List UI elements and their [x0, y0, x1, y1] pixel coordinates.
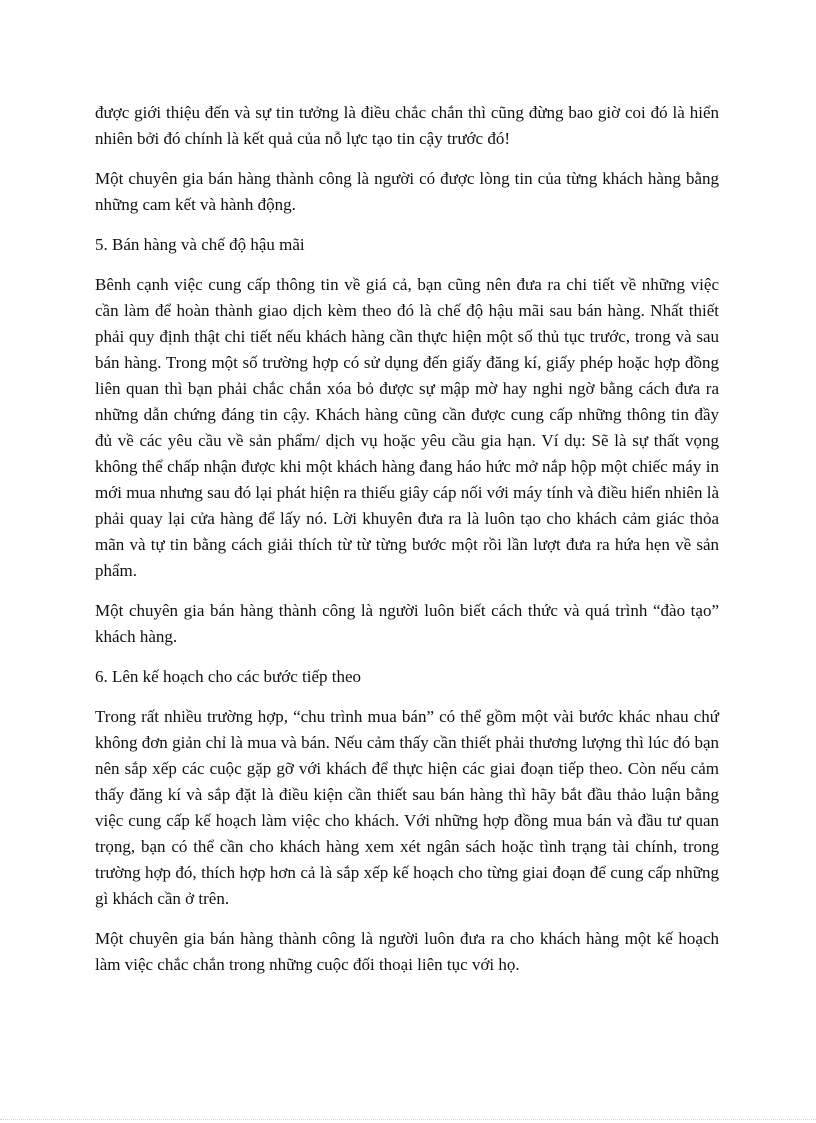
- document-body: [95, 100, 719, 992]
- paragraph-next-steps: Trong rất nhiều trường hợp, “chu trình mua bán” có thể gồm một vài bước khác nhau chứ không đơn giản chỉ là mua và bán. Nếu cảm thấy cần thiết phải thương lượng thì lúc đó bạn nên sắp xếp các cuộc gặp gỡ với khách để thực hiện các giai đoạn tiếp theo. Còn nếu cảm thấy đăng kí và sắp đặt là điều kiện cần thiết sau bán hàng thì hãy bắt đầu thảo luận bằng việc cung cấp kế hoạch làm việc cho khách. Với những hợp đồng mua bán và đầu tư quan trọng, bạn có thể cần cho khách hàng xem xét ngân sách hoặc tình trạng tài chính, trong trường hợp đó, thích hợp hơn cả là sắp xếp kế hoạch cho từng giai đoạn để cung cấp những gì khách cần ở trên.: [95, 707, 719, 908]
- section-heading-6: 6. Lên kế hoạch cho các bước tiếp theo: [95, 667, 362, 686]
- paragraph-trust-summary: Một chuyên gia bán hàng thành công là người có được lòng tin của từng khách hàng bằng những cam kết và hành động.: [95, 169, 719, 214]
- section-heading-5: 5. Bán hàng và chế độ hậu mãi: [95, 235, 305, 254]
- paragraph-intro-continuation: được giới thiệu đến và sự tin tưởng là điều chắc chắn thì cũng đừng bao giờ coi đó là hiển nhiên bởi đó chính là kết quả của nỗ lực tạo tin cậy trước đó!: [95, 103, 719, 148]
- paragraph-plan-summary: Một chuyên gia bán hàng thành công là người luôn đưa ra cho khách hàng một kế hoạch làm việc chắc chắn trong những cuộc đối thoại liên tục với họ.: [95, 929, 719, 974]
- paragraph-after-sales: Bênh cạnh việc cung cấp thông tin về giá cả, bạn cũng nên đưa ra chi tiết về những việc cần làm để hoàn thành giao dịch kèm theo đó là chế độ hậu mãi sau bán hàng. Nhất thiết phải quy định thật chi tiết nếu khách hàng cần thực hiện một số thủ tục trước, trong và sau bán hàng. Trong một số trường hợp có sử dụng đến giấy đăng kí, giấy phép hoặc hợp đồng liên quan thì bạn phải chắc chắn xóa bỏ được sự mập mờ hay nghi ngờ bằng cách đưa ra những dẫn chứng đáng tin cậy. Khách hàng cũng cần được cung cấp những thông tin đầy đủ về các yêu cầu về sản phẩm/ dịch vụ hoặc yêu cầu gia hạn. Ví dụ: Sẽ là sự thất vọng không thể chấp nhận được khi một khách hàng đang háo hức mở nắp hộp một chiếc máy in mới mua nhưng sau đó lại phát hiện ra thiếu giây cáp nối với máy tính và điều hiển nhiên là phải quay lại cửa hàng để lấy nó. Lời khuyên đưa ra là luôn tạo cho khách cảm giác thỏa mãn và tự tin bằng cách giải thích từ từ từng bước một rồi lần lượt đưa ra hứa hẹn về sản phẩm.: [95, 275, 719, 580]
- paragraph-training-summary: Một chuyên gia bán hàng thành công là người luôn biết cách thức và quá trình “đào tạo” khách hàng.: [95, 601, 719, 646]
- page-bottom-divider: [0, 1119, 816, 1120]
